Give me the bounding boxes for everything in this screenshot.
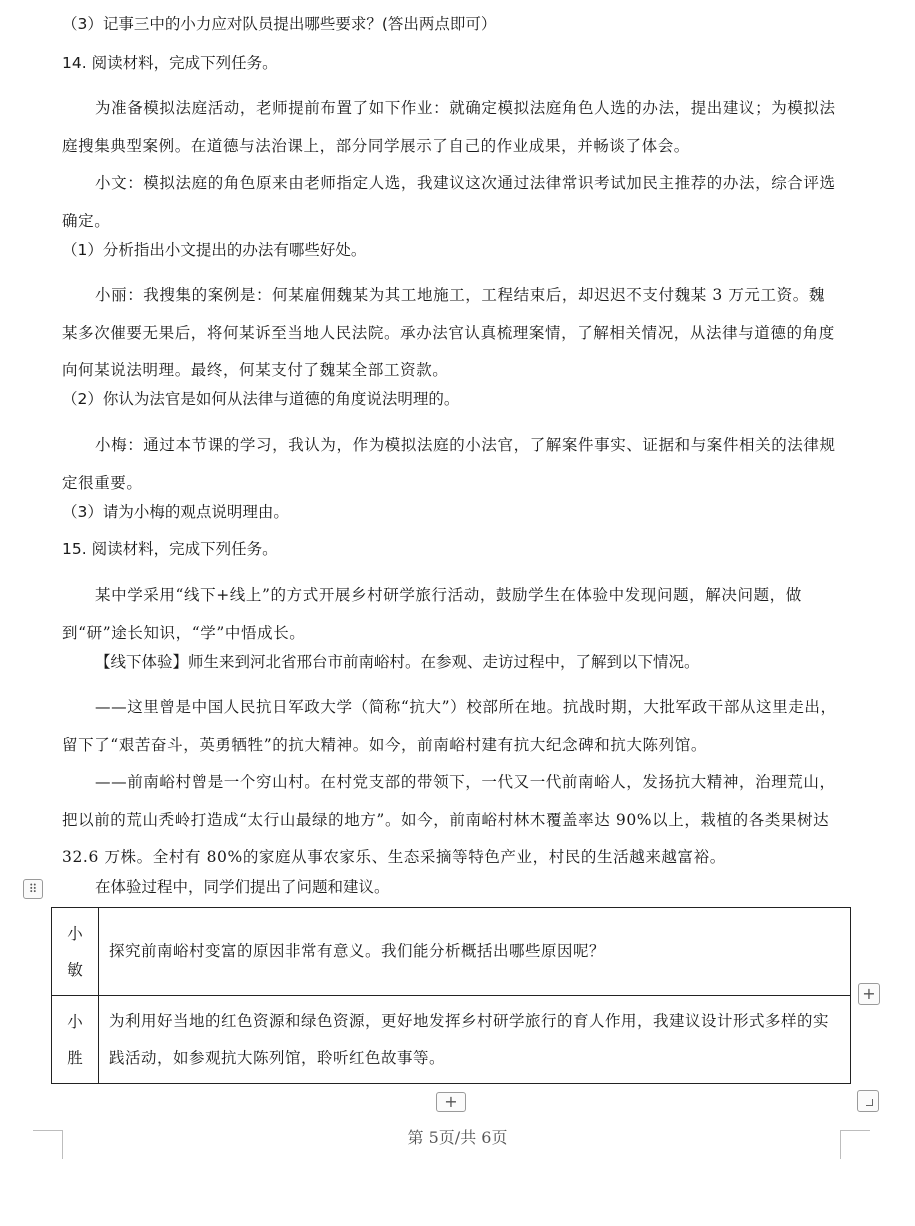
q15-offline-experience: 【线下体验】师生来到河北省邢台市前南峪村。在参观、走访过程中，了解到以下情况。 [95, 653, 700, 671]
table-resize-handle-icon[interactable] [857, 1090, 879, 1112]
question-3-previous: （3）记事三中的小力应对队员提出哪些要求？(答出两点即可） [62, 15, 497, 33]
q14-xiaowen-paragraph: 小文：模拟法庭的角色原来由老师指定人选，我建议这次通过法律常识考试加民主推荐的办法，综合评选确定。 [62, 174, 836, 230]
table-content-cell[interactable]: 探究前南峪村变富的原因非常有意义。我们能分析概括出哪些原因呢？ [99, 908, 851, 996]
suggestion-table [51, 907, 851, 1084]
table-move-handle-icon[interactable]: ⠿ [23, 879, 43, 899]
name-char: 小 [67, 1012, 83, 1031]
q15-table-intro: 在体验过程中，同学们提出了问题和建议。 [95, 878, 390, 896]
q14-subquestion-1: （1）分析指出小文提出的办法有哪些好处。 [62, 241, 367, 259]
q15-kangda-paragraph: ——这里曾是中国人民抗日军政大学（简称“抗大”）校部所在地。抗战时期，大批军政干部从这里走出，留下了“艰苦奋斗，英勇牺牲”的抗大精神。如今，前南峪村建有抗大纪念碑和抗大陈列馆。 [62, 698, 837, 754]
add-row-button[interactable]: + [436, 1092, 466, 1112]
table-name-cell[interactable] [52, 908, 99, 996]
table-content-cell[interactable]: 为利用好当地的红色资源和绿色资源，更好地发挥乡村研学旅行的育人作用，我建议设计形式多样的实践活动，如参观抗大陈列馆，聆听红色故事等。 [99, 996, 851, 1084]
q14-subquestion-3: （3）请为小梅的观点说明理由。 [62, 503, 289, 521]
name-char: 胜 [67, 1048, 83, 1067]
name-char: 小 [67, 924, 83, 943]
add-column-button[interactable]: + [858, 983, 880, 1005]
question-15-heading: 15. 阅读材料，完成下列任务。 [62, 540, 278, 558]
q14-intro-paragraph: 为准备模拟法庭活动，老师提前布置了如下作业：就确定模拟法庭角色人选的办法，提出建议；为模拟法庭搜集典型案例。在道德与法治课上，部分同学展示了自己的作业成果，并畅谈了体会。 [62, 99, 836, 155]
question-14-heading: 14. 阅读材料，完成下列任务。 [62, 54, 278, 72]
name-char: 敏 [67, 960, 83, 979]
q15-village-paragraph: ——前南峪村曾是一个穷山村。在村党支部的带领下，一代又一代前南峪人，发扬抗大精神，治理荒山，把以前的荒山秃岭打造成“太行山最绿的地方”。如今，前南峪村林木覆盖率达 90%以上，栽植的各类果树达 32.6 万株。全村有 80%的家庭从事农家乐、生态采摘等特色产业，村民的生活越来越富裕。 [62, 773, 836, 866]
q14-xiaomei-paragraph: 小梅：通过本节课的学习，我认为，作为模拟法庭的小法官，了解案件事实、证据和与案件相关的法律规定很重要。 [62, 436, 836, 492]
table-row [52, 908, 851, 996]
q15-intro-paragraph: 某中学采用“线下+线上”的方式开展乡村研学旅行活动，鼓励学生在体验中发现问题，解决问题，做到“研”途长知识，“学”中悟成长。 [62, 586, 802, 642]
q14-xiaoli-paragraph: 小丽：我搜集的案例是：何某雇佣魏某为其工地施工，工程结束后，却迟迟不支付魏某 3 万元工资。魏某多次催要无果后，将何某诉至当地人民法院。承办法官认真梳理案情，了解相关情况，从法律与道德的角度向何某说法明理。最终，何某支付了魏某全部工资款。 [62, 286, 835, 379]
page-number-footer: 第 5页/共 6页 [407, 1128, 508, 1147]
table-row [52, 996, 851, 1084]
table-name-cell[interactable] [52, 996, 99, 1084]
q14-subquestion-2: （2）你认为法官是如何从法律与道德的角度说法明理的。 [62, 390, 460, 408]
